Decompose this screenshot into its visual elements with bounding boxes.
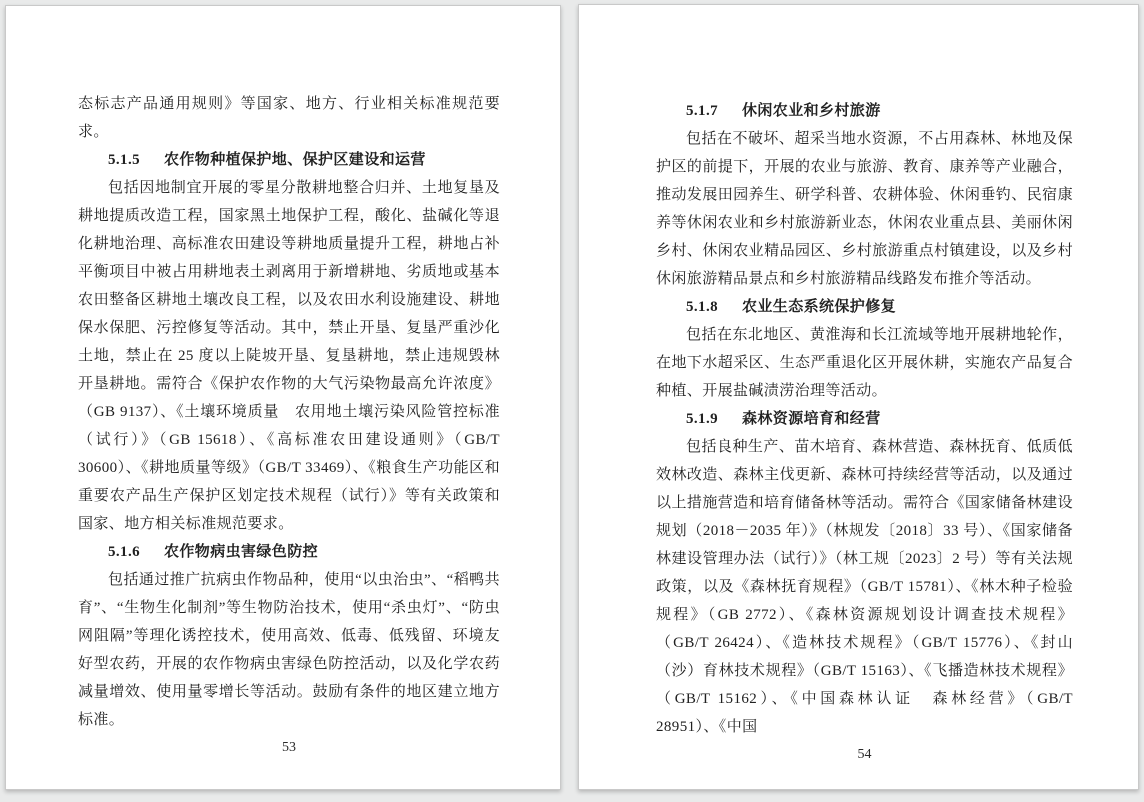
document-page-left[interactable] [5,5,561,790]
section-title: 森林资源培育和经营 [742,411,881,427]
section-number: 5.1.9 [686,411,718,427]
section-number: 5.1.7 [686,103,718,119]
section-number: 5.1.8 [686,299,718,315]
body-paragraph: 包括通过推广抗病虫作物品种，使用“以虫治虫”、“稻鸭共育”、“生物生化制剂”等生物防治技术，使用“杀虫灯”、“防虫网阻隔”等理化诱控技术，使用高效、低毒、低残留、环境友好型农药，开展的农作物病虫害绿色防控活动，以及化学农药减量增效、使用量零增长等活动。鼓励有条件的地区建立地方标准。 [78,572,500,728]
section-heading [656,97,1073,125]
body-paragraph: 态标志产品通用规则》等国家、地方、行业相关标准规范要求。 [78,96,500,140]
section-title: 休闲农业和乡村旅游 [742,103,881,119]
page-content [579,5,1138,741]
page-number: 53 [282,740,296,755]
page-content [6,6,560,734]
section-number: 5.1.5 [108,152,140,168]
section-title: 农业生态系统保护修复 [742,299,897,315]
section-heading [656,293,1073,321]
section-number: 5.1.6 [108,544,140,560]
page-number: 54 [857,747,872,762]
body-paragraph: 包括在东北地区、黄淮海和长江流域等地开展耕地轮作，在地下水超采区、生态严重退化区开展休耕，实施农产品复合种植、开展盐碱渍涝治理等活动。 [656,327,1073,399]
section-heading [78,146,500,174]
body-paragraph: 包括因地制宜开展的零星分散耕地整合归并、土地复垦及耕地提质改造工程，国家黑土地保护工程，酸化、盐碱化等退化耕地治理、高标准农田建设等耕地质量提升工程，耕地占补平衡项目中被占用耕地表土剥离用于新增耕地、劣质地或基本农田整备区耕地土壤改良工程，以及农田水利设施建设、耕地保水保肥、污控修复等活动。其中，禁止开垦、复垦严重沙化土地，禁止在 25 度以上陡坡开垦、复垦耕地，禁止违规毁林开垦耕地。需符合《保护农作物的大气污染物最高允许浓度》（GB 9137）、《土壤环境质量 农用地土壤污染风险管控标准（试行）》（GB 15618）、《高标准农田建设通则》（GB/T 30600）、《耕地质量等级》（GB/T 33469）、《粮食生产功能区和重要农产品生产保护区划定技术规程（试行）》等有关政策和国家、地方相关标准规范要求。 [78,180,500,532]
body-paragraph: 包括良种生产、苗木培育、森林营造、森林抚育、低质低效林改造、森林主伐更新、森林可持续经营等活动，以及通过以上措施营造和培育储备林等活动。需符合《国家储备林建设规划（2018－2035 年）》（林规发〔2018〕33 号）、《国家储备林建设管理办法（试行）》（林工规〔2023〕2 号）等有关法规政策，以及《森林抚育规程》（GB/T 15781）、《林木种子检验规程》（GB 2772）、《森林资源规划设计调查技术规程》（GB/T 26424）、《造林技术规程》（GB/T 15776）、《封山（沙）育林技术规程》（GB/T 15163）、《飞播造林技术规程》（GB/T 15162）、《中国森林认证 森林经营》（GB/T 28951）、《中国 [656,439,1073,735]
section-heading [656,405,1073,433]
body-paragraph: 包括在不破坏、超采当地水资源，不占用森林、林地及保护区的前提下，开展的农业与旅游、教育、康养等产业融合，推动发展田园养生、研学科普、农耕体验、休闲垂钓、民宿康养等休闲农业和乡村旅游新业态，休闲农业重点县、美丽休闲乡村、休闲农业精品园区、乡村旅游重点村镇建设，以及乡村休闲旅游精品景点和乡村旅游精品线路发布推介等活动。 [656,131,1073,287]
section-title: 农作物种植保护地、保护区建设和运营 [164,152,426,168]
section-title: 农作物病虫害绿色防控 [164,544,319,560]
section-heading [78,538,500,566]
document-page-right[interactable] [578,4,1139,790]
